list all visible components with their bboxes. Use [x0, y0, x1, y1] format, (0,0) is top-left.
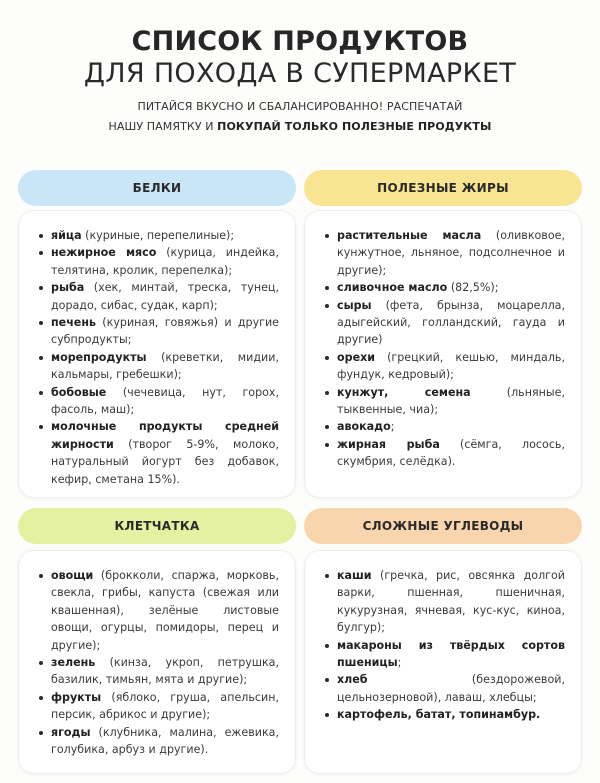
item-key: рыба — [51, 281, 85, 295]
list-item — [37, 567, 279, 654]
section-card-fats — [304, 210, 582, 498]
item-key: жирная рыба — [337, 437, 440, 451]
section-card-proteins — [18, 210, 296, 498]
section-card-carbs — [304, 550, 582, 774]
list-item — [323, 637, 565, 672]
list-item — [323, 279, 565, 296]
subtitle-line2-bold: ПОКУПАЙ ТОЛЬКО ПОЛЕЗНЫЕ ПРОДУКТЫ — [217, 120, 492, 133]
list-item — [37, 724, 279, 759]
item-key: картофель, батат, топинамбур. — [337, 708, 541, 722]
item-key: сыры — [337, 298, 372, 312]
section-header-carbs: СЛОЖНЫЕ УГЛЕВОДЫ — [304, 508, 582, 544]
item-key: авокадо — [337, 420, 391, 434]
item-key: макароны из твёрдых сортов пшеницы — [337, 638, 565, 670]
page-title-line1: СПИСОК ПРОДУКТОВ — [131, 26, 469, 57]
proteins-list — [37, 227, 279, 488]
section-header-fats: ПОЛЕЗНЫЕ ЖИРЫ — [304, 170, 582, 206]
list-item — [37, 384, 279, 419]
fiber-list — [37, 567, 279, 758]
item-key: овощи — [51, 569, 94, 582]
list-item — [37, 689, 279, 724]
item-details: (куриные, перепелиные); — [81, 229, 235, 242]
item-details: (чечевица, нут, горох, фасоль, маш); — [51, 385, 279, 417]
list-item — [323, 567, 565, 637]
item-key: нежирное мясо — [51, 246, 157, 260]
list-item — [323, 418, 565, 435]
list-item — [323, 349, 565, 384]
item-details: (креветки, мидии, кальмары, гребешки); — [51, 350, 279, 382]
item-details: (бездорожевой, цельнозерновой), лаваш, хлебцы; — [337, 673, 565, 704]
item-details: (яблоко, груша, апельсин, персик, абрикос и другие); — [51, 690, 279, 722]
item-details: (фета, брынза, моцарелла, адыгейский, голландский, гауда и другие) — [337, 298, 565, 347]
item-key: зелень — [51, 656, 96, 670]
list-item — [37, 227, 279, 244]
list-item — [37, 418, 279, 488]
item-key: хлеб — [337, 673, 368, 687]
item-key: растительные масла — [337, 229, 482, 242]
subtitle-line2 — [0, 120, 600, 133]
list-item — [37, 349, 279, 384]
item-details: (оливковое, кунжутное, льняное, подсолнечное и другие); — [337, 229, 565, 277]
item-key: яйца — [51, 229, 82, 242]
item-key: орехи — [337, 350, 376, 364]
list-item — [323, 384, 565, 419]
list-item — [37, 654, 279, 689]
list-item — [37, 314, 279, 349]
item-details: (кинза, укроп, петрушка, базилик, тимьян, мята и другие); — [51, 656, 279, 687]
item-details: (82,5%); — [447, 281, 499, 295]
subtitle-line2-regular: НАШУ ПАМЯТКУ И — [108, 120, 218, 133]
section-header-proteins: БЕЛКИ — [18, 170, 296, 206]
list-item — [323, 671, 565, 706]
fats-list — [323, 227, 565, 471]
item-details: ; — [397, 656, 402, 670]
item-details: (брокколи, спаржа, морковь, свекла, грибы, капуста (свежая или квашенная), зелёные листовые овощи, огурцы, помидоры, перец и другие); — [51, 569, 279, 652]
item-details: (грецкий, кешью, миндаль, фундук, кедровый); — [337, 350, 565, 382]
list-item — [323, 297, 565, 349]
list-item — [323, 706, 565, 723]
list-item — [37, 244, 279, 279]
item-key: фрукты — [51, 690, 102, 704]
item-key: бобовые — [51, 385, 107, 399]
item-key: ягоды — [51, 725, 91, 739]
item-key: каши — [337, 569, 372, 582]
item-key: кунжут, семена — [337, 385, 471, 399]
list-item — [37, 279, 279, 314]
item-key: печень — [51, 316, 97, 330]
item-details: (льняные, тыквенные, чиа); — [337, 385, 566, 417]
item-details: (куриная, говяжья) и другие субпродукты; — [51, 316, 279, 347]
list-item — [323, 227, 565, 279]
item-details: (творог 5-9%, молоко, натуральный йогурт без добавок, кефир, сметана 15%). — [51, 437, 279, 486]
list-item — [323, 436, 565, 471]
item-details: (клубника, малина, ежевика, голубика, арбуз и другие). — [51, 725, 279, 757]
item-details: (курица, индейка, телятина, кролик, перепелка); — [51, 246, 279, 277]
item-details: (сёмга, лосось, скумбрия, селёдка). — [337, 437, 565, 469]
item-details: (гречка, рис, овсянка долгой варки, пшенная, пшеничная, кукурузная, ячневая, кус-кус, киноа, булгур); — [337, 569, 565, 635]
section-card-fiber — [18, 550, 296, 774]
item-key: сливочное масло — [337, 281, 448, 295]
item-key: морепродукты — [51, 350, 147, 364]
carbs-list — [323, 567, 565, 724]
subtitle-line1: ПИТАЙСЯ ВКУСНО И СБАЛАНСИРОВАННО! РАСПЕЧАТАЙ — [137, 100, 463, 113]
page-title-line2: ДЛЯ ПОХОДА В СУПЕРМАРКЕТ — [83, 58, 517, 89]
item-details: (хек, минтай, треска, тунец, дорадо, сибас, судак, карп); — [51, 281, 279, 312]
item-key: молочные продукты средней жирности — [51, 420, 279, 451]
item-details: ; — [390, 420, 395, 434]
section-header-fiber: КЛЕТЧАТКА — [18, 508, 296, 544]
